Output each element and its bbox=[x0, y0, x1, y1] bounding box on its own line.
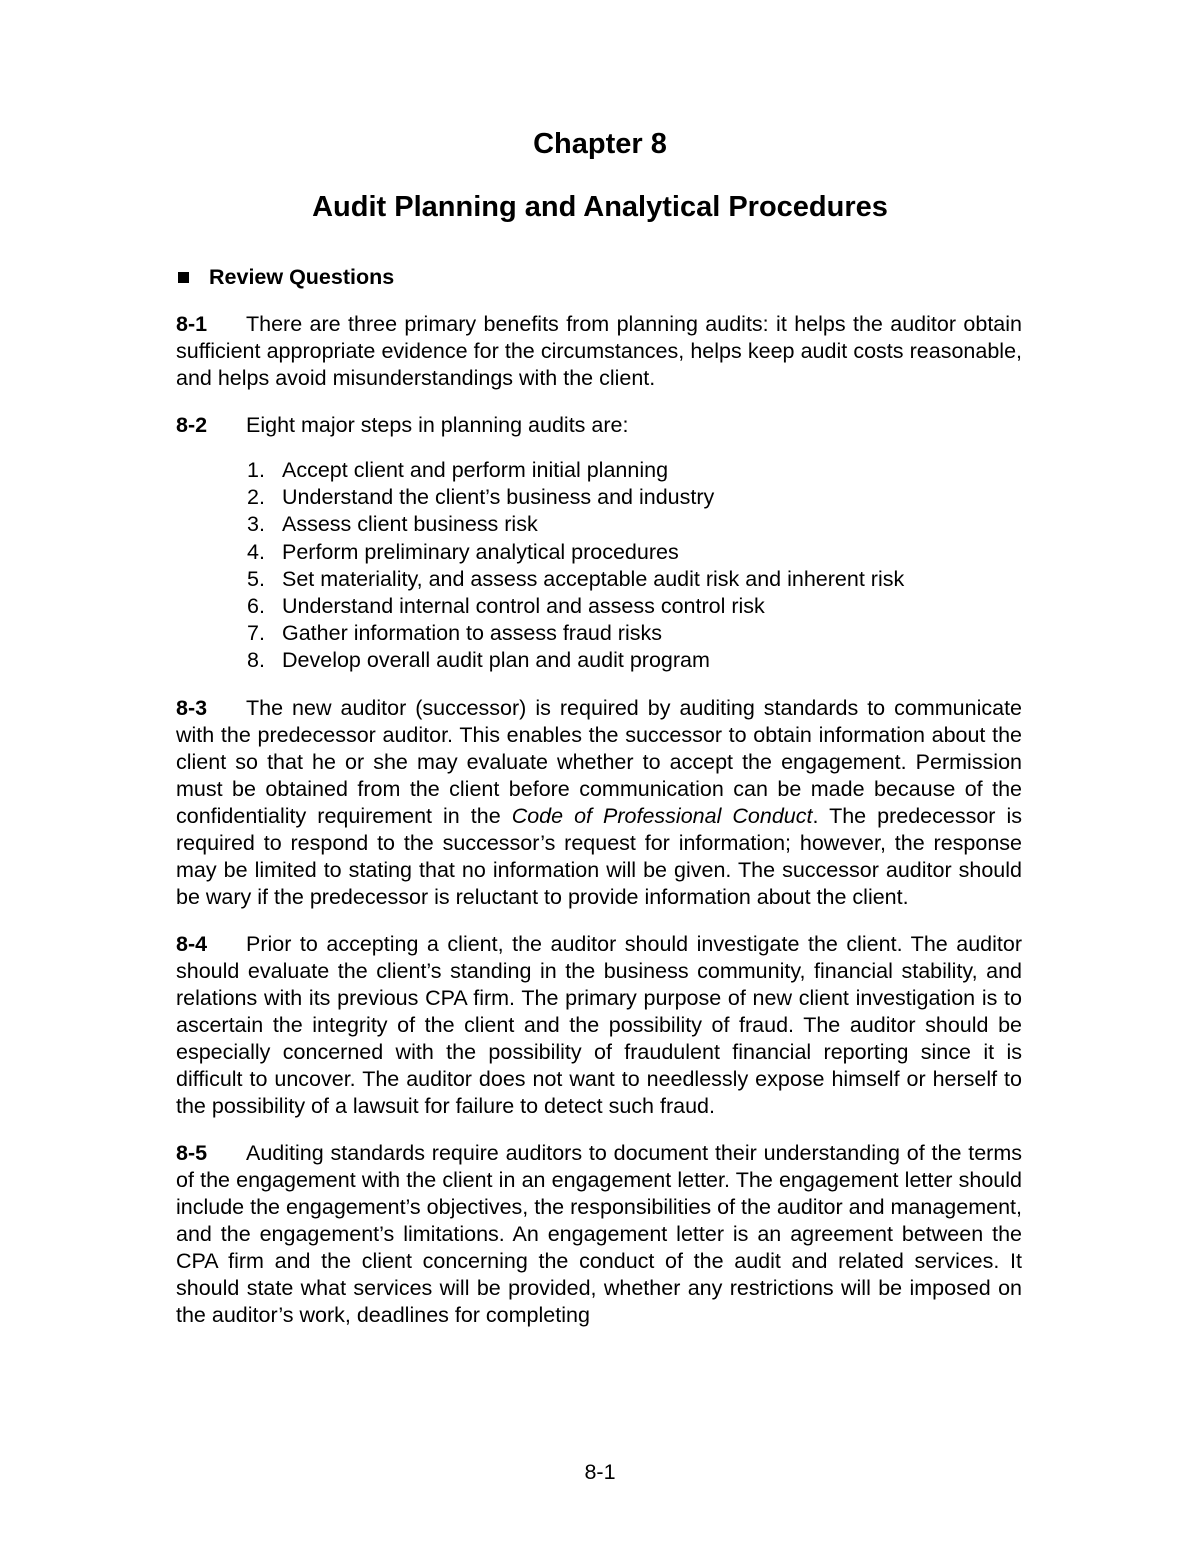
question-8-2 bbox=[176, 412, 1022, 439]
document-body bbox=[176, 311, 1022, 1349]
list-item: 4. Perform preliminary analytical procedures bbox=[247, 539, 679, 564]
question-number: 8-1 bbox=[176, 312, 208, 336]
list-item: 6. Understand internal control and assess control risk bbox=[247, 594, 765, 619]
chapter-title: Chapter 8 bbox=[533, 128, 667, 160]
page-title: Audit Planning and Analytical Procedures bbox=[312, 191, 888, 223]
section-heading-label: Review Questions bbox=[209, 265, 395, 289]
question-8-5 bbox=[176, 1140, 1022, 1329]
page-number: 8-1 bbox=[584, 1460, 616, 1484]
list-item: 7. Gather information to assess fraud risks bbox=[247, 621, 662, 646]
answer-text: Prior to accepting a client, the auditor should investigate the client. The auditor should evaluate the client’s standing in the business community, financial stability, and relations with its previous CPA firm. The primary purpose of new client investigation is to ascertain the integrity of the client and the possibility of fraud. The auditor should be especially concerned with the possibility of fraudulent financial reporting since it is difficult to uncover. The auditor does not want to needlessly expose himself or herself to the possibility of a lawsuit for failure to detect such fraud. bbox=[176, 931, 1022, 1118]
question-8-3 bbox=[176, 695, 1022, 911]
question-8-1 bbox=[176, 311, 1022, 392]
section-heading bbox=[176, 263, 394, 291]
list-item: 8. Develop overall audit plan and audit program bbox=[247, 648, 710, 673]
answer-text: Auditing standards require auditors to document their understanding of the terms of the engagement with the client in an engagement letter. The engagement letter should include the engagement’s objectives, the responsibilities of the auditor and management, and the engagement’s limitations. An engagement letter is an agreement between the CPA firm and the client concerning the conduct of the audit and related services. It should state what services will be provided, whether any restrictions will be imposed on the auditor’s work, deadlines for completing bbox=[176, 1140, 1022, 1327]
answer-text-continued: . The predecessor is required to respond to the successor’s request for information; however, the response may be limited to stating that no information will be given. The successor auditor should be wary if the predecessor is reluctant to provide information about the client. bbox=[176, 803, 1022, 909]
list-item: 1. Accept client and perform initial planning bbox=[247, 458, 669, 482]
question-number: 8-5 bbox=[176, 1140, 208, 1165]
list-item: 5. Set materiality, and assess acceptable audit risk and inherent risk bbox=[247, 566, 905, 591]
answer-text: Eight major steps in planning audits are: bbox=[246, 413, 629, 437]
square-bullet-icon bbox=[178, 272, 189, 283]
question-number: 8-4 bbox=[176, 931, 208, 956]
question-number: 8-2 bbox=[176, 413, 208, 437]
question-number: 8-3 bbox=[176, 695, 208, 720]
answer-text: There are three primary benefits from planning audits: it helps the auditor obtain sufficient appropriate evidence for the circumstances, helps keep audit costs reasonable, and helps avoid misunderstandings with the client. bbox=[176, 312, 1022, 390]
planning-steps-list bbox=[176, 457, 1022, 675]
list-item: 2. Understand the client’s business and industry bbox=[247, 485, 715, 510]
code-title: Code of Professional Conduct bbox=[511, 803, 813, 828]
list-item: 3. Assess client business risk bbox=[247, 512, 538, 537]
question-8-4 bbox=[176, 931, 1022, 1120]
answer-text: The new auditor (successor) is required by auditing standards to communicate with the predecessor auditor. This enables the successor to obtain information about the client so that he or she may evaluate whether to accept the engagement. Permission must be obtained from the client before communication can be made because of the confidentiality requirement in the bbox=[176, 695, 1022, 828]
